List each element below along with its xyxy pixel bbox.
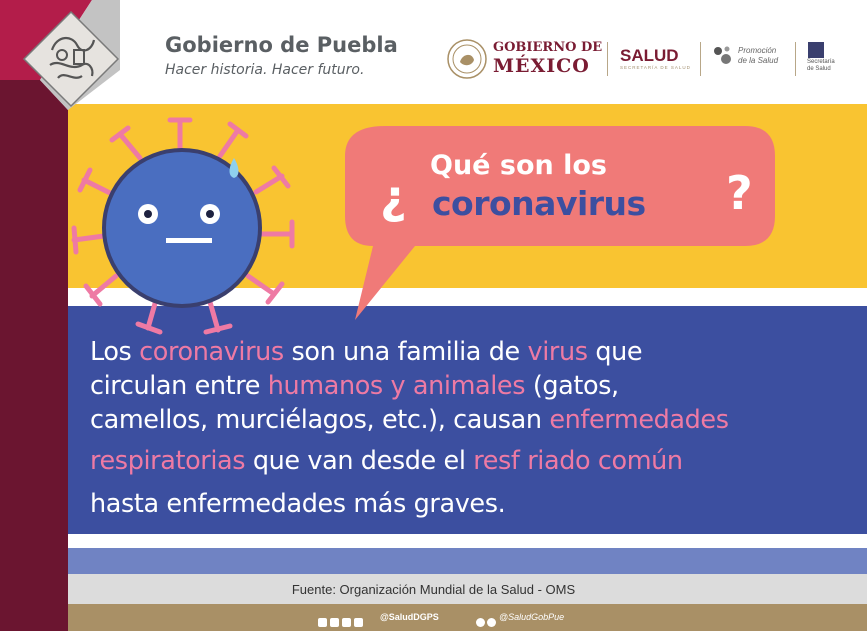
facebook-icon[interactable] (318, 618, 327, 627)
body-line-3 (90, 405, 729, 435)
secretaria-salud-icon (808, 42, 824, 58)
body-highlight: enfermedades (549, 405, 729, 435)
promocion-line1: Promoción (738, 46, 777, 55)
body-line-5: hasta enfermedades más graves. (90, 489, 506, 519)
footer-strip-gold (68, 604, 867, 631)
body-highlight: resf riado común (473, 446, 683, 476)
body-line-2 (90, 371, 619, 401)
salud-label: SALUD (620, 46, 679, 65)
body-line-1 (90, 337, 642, 367)
bubble-title-line1: Qué son los (430, 150, 608, 181)
body-text: circulan entre (90, 371, 268, 401)
footer-strip-white (68, 534, 867, 548)
body-text: que (587, 337, 643, 367)
social-icons-group (318, 612, 366, 631)
header-divider (795, 42, 796, 76)
body-text: camellos, murciélagos, etc.), causan (90, 405, 550, 435)
header-divider (607, 42, 608, 76)
source-text: Fuente: Organización Mundial de la Salud - OMS (291, 582, 576, 597)
question-mark-close: ? (726, 166, 753, 220)
twitter-icon[interactable] (330, 618, 339, 627)
social-handle-right[interactable]: @SaludGobPue (499, 612, 565, 622)
header-divider (700, 42, 701, 76)
question-mark-open: ¿ (380, 170, 407, 224)
footer-strip-blue (68, 548, 867, 574)
body-text: que van desde el (245, 446, 474, 476)
body-text: Los (90, 337, 140, 367)
header-bar (0, 0, 867, 105)
gob-mexico-line2: MÉXICO (493, 55, 590, 77)
social-icons-group-right (476, 612, 498, 631)
facebook-icon[interactable] (487, 618, 496, 627)
instagram-icon[interactable] (342, 618, 351, 627)
body-text: (gatos, (525, 371, 619, 401)
puebla-coat-of-arms-icon (22, 10, 120, 108)
mexico-seal-icon (446, 38, 488, 80)
coronavirus-character-icon (60, 110, 350, 340)
body-highlight: humanos y animales (267, 371, 526, 401)
gov-title: Gobierno de Puebla (165, 33, 398, 57)
promocion-line2: de la Salud (738, 56, 779, 65)
social-handle-left[interactable]: @SaludDGPS (380, 612, 439, 622)
body-highlight: virus (527, 337, 588, 367)
twitter-icon[interactable] (476, 618, 485, 627)
salud-sublabel: SECRETARÍA DE SALUD (620, 65, 691, 70)
body-line-4 (90, 446, 683, 476)
body-highlight: respiratorias (90, 446, 246, 476)
gob-mexico-line1: GOBIERNO DE (493, 40, 603, 55)
youtube-icon[interactable] (354, 618, 363, 627)
bubble-title-line2: coronavirus (432, 184, 646, 223)
secretaria-line1: Secretaría (807, 59, 835, 65)
gov-slogan: Hacer historia. Hacer futuro. (165, 62, 365, 78)
secretaria-line2: de Salud (807, 66, 831, 72)
body-text: son una familia de (283, 337, 528, 367)
body-highlight: coronavirus (139, 337, 284, 367)
promocion-salud-icon (711, 44, 733, 66)
